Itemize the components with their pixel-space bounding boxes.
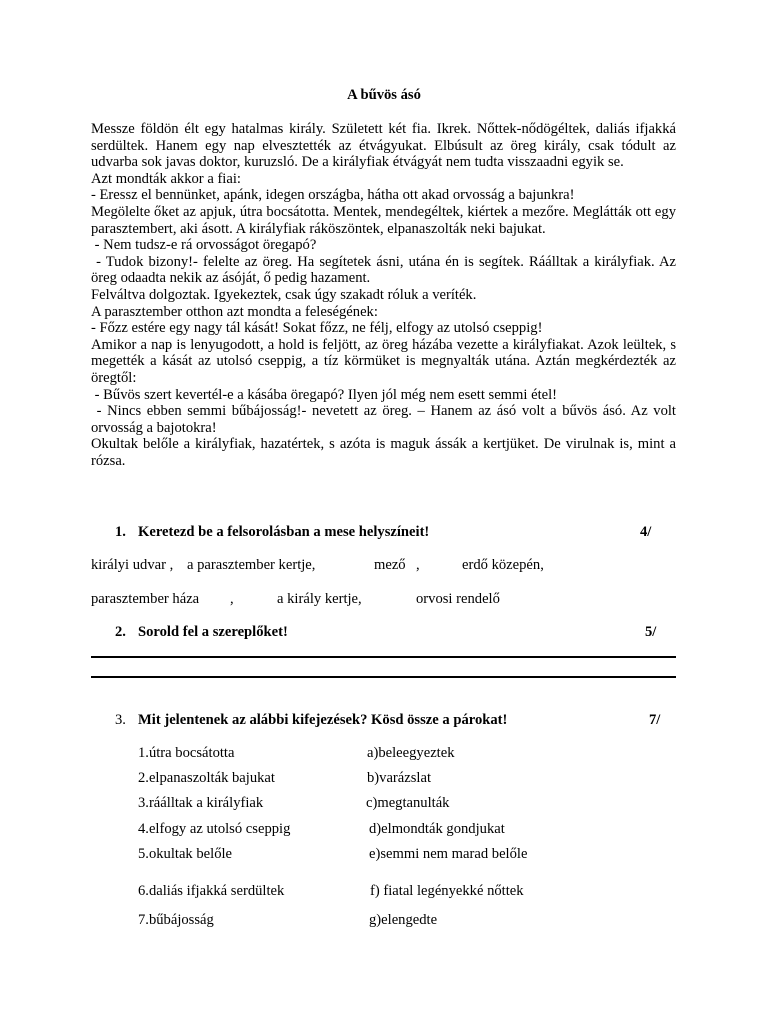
story-paragraph: Megölelte őket az apjuk, útra bocsátotta. Mentek, mendegéltek, kiértek a mezőre. Meglátták ott egy parasztembert, aki ásott. A királyfiak ráköszöntek, elpanaszolták neki bajukat. <box>91 203 676 237</box>
place-option[interactable]: parasztember háza <box>91 591 200 607</box>
expression-item[interactable]: 1.útra bocsátotta <box>138 745 235 761</box>
place-separator: , <box>230 591 234 607</box>
story-paragraph: Okultak belőle a királyfiak, hazatértek, s azóta is maguk ássák a kertjüket. De virulnak is, mint a rózsa. <box>91 436 676 469</box>
place-option[interactable]: mező <box>374 557 406 573</box>
question-text: Sorold fel a szereplőket! <box>138 624 288 640</box>
story-paragraph: - Tudok bizony!- felelte az öreg. Ha segítetek ásni, utána én is segítek. Ráálltak a királyfiak. Az öreg odaadta nekik az ásóját, ő pedig hazament. <box>91 253 680 287</box>
expression-item[interactable]: 6.daliás ifjakká serdültek <box>138 883 285 899</box>
expression-item[interactable]: 3.ráálltak a királyfiak <box>138 795 264 811</box>
story-paragraph: A parasztember otthon azt mondta a feleségének: <box>91 303 378 320</box>
meaning-item[interactable]: g)elengedte <box>369 912 438 928</box>
question-score: 7/ <box>649 712 661 728</box>
expression-item[interactable]: 5.okultak belőle <box>138 846 233 862</box>
place-separator: , <box>416 557 420 573</box>
story-paragraph: - Főzz estére egy nagy tál kását! Sokat főzz, ne félj, elfogy az utolsó cseppig! <box>91 320 543 337</box>
question-text: Keretezd be a felsorolásban a mese helyszíneit! <box>138 524 430 540</box>
place-option[interactable]: orvosi rendelő <box>416 591 500 607</box>
place-option[interactable]: királyi udvar , <box>91 557 174 573</box>
question-number: 3. <box>115 712 126 728</box>
expression-item[interactable]: 7.bűbájosság <box>138 912 214 928</box>
story-paragraph: - Nincs ebben semmi bűbájosság!- nevetett az öreg. – Hanem az ásó volt a bűvös ásó. Az volt orvosság a bajotokra! <box>91 403 680 436</box>
place-option[interactable]: a király kertje, <box>277 591 362 607</box>
story-paragraph: Amikor a nap is lenyugodott, a hold is feljött, az öreg házába vezette a királyfiakat. Azok leültek, s megették a kását az utolsó cseppig, a tíz körmüket is megnyalták utána. Aztán megkérdezték az öregtől: <box>91 336 676 386</box>
expression-item[interactable]: 2.elpanaszolták bajukat <box>138 770 275 786</box>
question-score: 4/ <box>640 524 652 540</box>
story-paragraph: Felváltva dolgoztak. Igyekeztek, csak úgy szakadt róluk a veríték. <box>91 286 477 303</box>
place-option[interactable]: erdő közepén, <box>462 557 544 573</box>
question-number: 1. <box>115 524 126 540</box>
answer-line[interactable] <box>91 656 676 658</box>
story-paragraph: Messze földön élt egy hatalmas király. Született két fia. Ikrek. Nőttek-nődögéltek, daliás ifjakká serdültek. Hanem egy nap elvesztették az étvágyukat. Elbúsult az öreg király, csak tódult az udvarba sok javas doktor, kuruzsló. De a királyfiak étvágyát nem tudta visszaadni egyik se. <box>91 121 676 171</box>
meaning-item[interactable]: f) fiatal legényekké nőttek <box>370 883 524 899</box>
story-paragraph: - Bűvös szert kevertél-e a kásába öregapó? Ilyen jól még nem esett semmi étel! <box>91 386 558 403</box>
story-paragraph: Azt mondták akkor a fiai: <box>91 170 241 187</box>
question-score: 5/ <box>645 624 657 640</box>
meaning-item[interactable]: c)megtanulták <box>366 795 450 811</box>
meaning-item[interactable]: d)elmondták gondjukat <box>369 821 505 837</box>
story-text <box>91 121 680 469</box>
meaning-item[interactable]: e)semmi nem marad belőle <box>369 846 528 862</box>
worksheet-title: A bűvös ásó <box>347 87 421 103</box>
expression-item[interactable]: 4.elfogy az utolsó cseppig <box>138 821 291 837</box>
meaning-item[interactable]: b)varázslat <box>367 770 432 786</box>
story-paragraph: - Eressz el bennünket, apánk, idegen országba, hátha ott akad orvosság a bajunkra! <box>91 187 575 204</box>
meaning-item[interactable]: a)beleegyeztek <box>367 745 455 761</box>
story-paragraph: - Nem tudsz-e rá orvosságot öregapó? <box>91 237 317 254</box>
place-option[interactable]: a parasztember kertje, <box>187 557 316 573</box>
answer-line[interactable] <box>91 676 676 678</box>
question-number: 2. <box>115 624 126 640</box>
question-text: Mit jelentenek az alábbi kifejezések? Kösd össze a párokat! <box>138 712 508 728</box>
